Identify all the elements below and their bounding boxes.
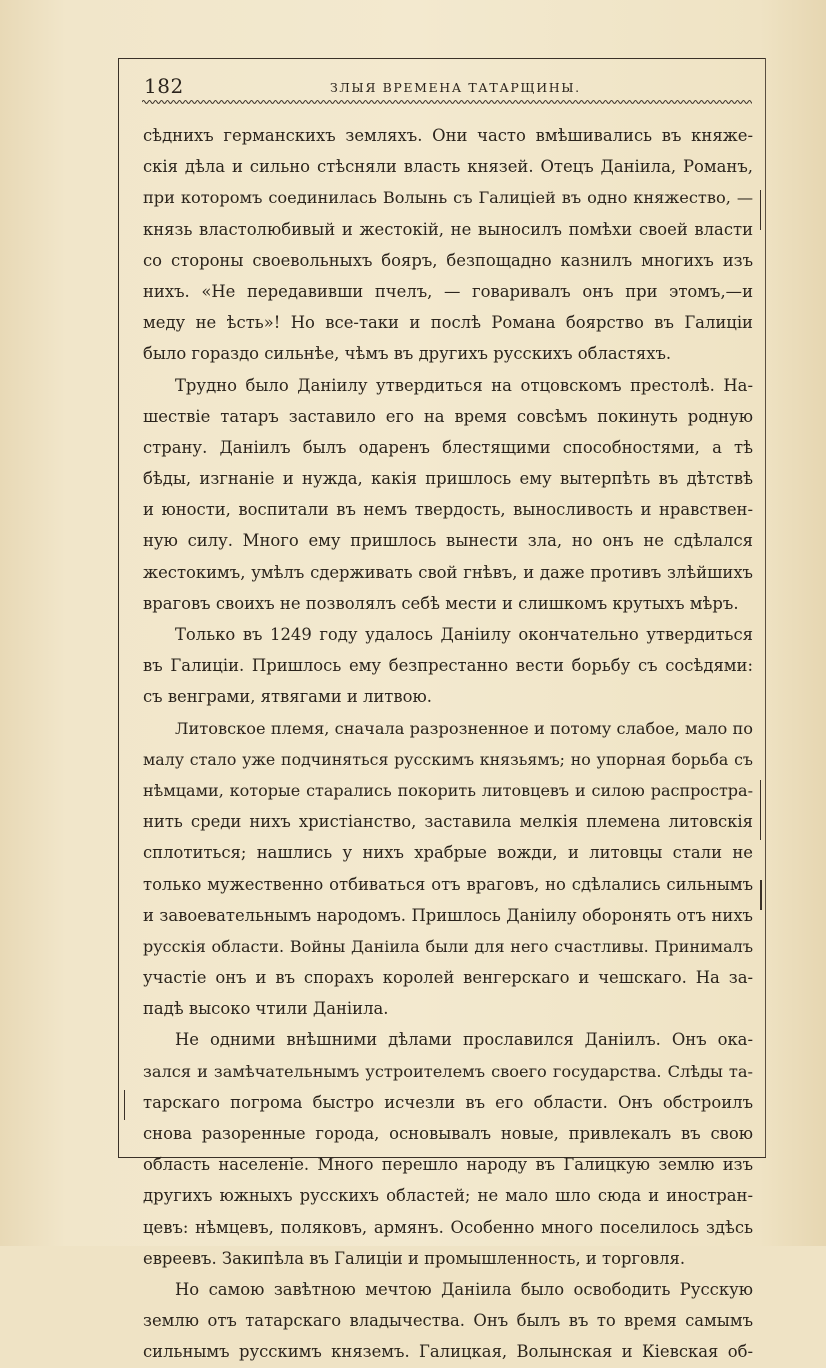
text-line: падѣ высоко чтили Даніила.	[143, 999, 389, 1019]
text-line: снова разоренные города, основывалъ новые, привлекалъ въ свою	[143, 1124, 753, 1143]
text-line: зался и замѣчательнымъ устроителемъ своего государства. Слѣды та-	[143, 1061, 753, 1081]
text-line: малу стало уже подчиняться русскимъ князьямъ; но упорная борьба съ	[143, 749, 753, 769]
text-line: въ Галиціи. Пришлось ему безпрестанно вести борьбу съ сосѣдями:	[143, 656, 753, 676]
text-line: сильнымъ русскимъ княземъ. Галицкая, Волынская и Кіевская об-	[143, 1342, 753, 1362]
margin-mark	[760, 190, 761, 230]
text-line: Не одними внѣшними дѣлами прославился Даніилъ. Онъ ока-	[175, 1030, 753, 1050]
text-line: землю отъ татарскаго владычества. Онъ былъ въ то время самымъ	[143, 1311, 753, 1331]
text-line: страну. Даніилъ былъ одаренъ блестящими способностями, а тѣ	[143, 437, 753, 457]
running-title: ЗЛЫЯ ВРЕМЕНА ТАТАРЩИНЫ.	[330, 80, 581, 95]
frame-right-rule	[765, 58, 766, 1158]
text-line: и завоевательнымъ народомъ. Пришлось Даніилу оборонять отъ нихъ	[143, 905, 753, 925]
wavy-ornament-rule	[142, 98, 752, 106]
text-line: русскія области. Войны Даніила были для него счастливы. Принималъ	[143, 936, 753, 956]
margin-mark	[760, 880, 762, 910]
page-number: 182	[144, 74, 184, 98]
frame-left-rule	[118, 58, 119, 1158]
text-line: жестокимъ, умѣлъ сдерживать свой гнѣвъ, и даже противъ злѣйшихъ	[143, 562, 753, 582]
text-line: князь властолюбивый и жестокій, не выносилъ помѣхи своей власти	[143, 219, 753, 239]
text-line: ную силу. Много ему пришлось вынести зла, но онъ не сдѣлался	[143, 531, 753, 551]
text-line: цевъ: нѣмцевъ, поляковъ, армянъ. Особенно много поселилось здѣсь	[143, 1217, 753, 1237]
text-line: Литовское племя, сначала разрозненное и потому слабое, мало по	[175, 718, 753, 738]
text-line: шествіе татаръ заставило его на время совсѣмъ покинуть родную	[143, 406, 753, 426]
text-line: Только въ 1249 году удалось Даніилу окончательно утвердиться	[175, 625, 753, 644]
text-line: нѣмцами, которые старались покорить литовцевъ и силою распростра-	[143, 780, 753, 800]
text-line: меду не ѣсть»! Но все-таки и послѣ Романа боярство въ Галиціи	[143, 313, 753, 333]
frame-top-rule	[118, 58, 766, 59]
text-line: другихъ южныхъ русскихъ областей; не мало шло сюда и иностран-	[143, 1186, 753, 1206]
text-line: Но самою завѣтною мечтою Даніила было освободить Русскую	[175, 1279, 753, 1299]
margin-mark	[760, 780, 761, 840]
text-line: нить среди нихъ христіанство, заставила мелкія племена литовскія	[143, 812, 753, 832]
text-line: было гораздо сильнѣе, чѣмъ въ другихъ русскихъ областяхъ.	[143, 344, 672, 364]
text-line: тарскаго погрома быстро исчезли въ его области. Онъ обстроилъ	[143, 1092, 753, 1112]
body-text	[143, 120, 753, 1368]
text-line: только мужественно отбиваться отъ враговъ, но сдѣлались сильнымъ	[143, 874, 753, 894]
text-line: враговъ своихъ не позволялъ себѣ мести и слишкомъ крутыхъ мѣръ.	[143, 593, 739, 613]
text-line: сѣднихъ германскихъ земляхъ. Они часто вмѣшивались въ княже-	[143, 126, 753, 145]
text-line: при которомъ соединилась Волынь съ Галиціей въ одно княжество, —	[143, 188, 753, 208]
text-line: евреевъ. Закипѣла въ Галиціи и промышленность, и торговля.	[143, 1248, 686, 1268]
text-line: скія дѣла и сильно стѣсняли власть князей. Отецъ Даніила, Романъ,	[143, 157, 753, 177]
text-line: бѣды, изгнаніе и нужда, какія пришлось ему вытерпѣть въ дѣтствѣ	[143, 469, 753, 489]
text-line: сплотиться; нашлись у нихъ храбрые вожди, и литовцы стали не	[143, 843, 753, 863]
text-line: Трудно было Даніилу утвердиться на отцовскомъ престолѣ. На-	[175, 375, 753, 395]
text-line: и юности, воспитали въ немъ твердость, выносливость и нравствен-	[143, 500, 753, 520]
text-line: нихъ. «Не передавивши пчелъ, — говаривалъ онъ при этомъ,—и	[143, 281, 753, 301]
page-header	[142, 70, 752, 100]
margin-mark	[124, 1090, 125, 1120]
text-line: со стороны своевольныхъ бояръ, безпощадно казнилъ многихъ изъ	[143, 250, 753, 270]
text-line: участіе онъ и въ спорахъ королей венгерскаго и чешскаго. На за-	[143, 968, 753, 988]
text-line: область населеніе. Много перешло народу въ Галицкую землю изъ	[143, 1155, 753, 1175]
text-line: съ венграми, ятвягами и литвою.	[143, 687, 432, 707]
